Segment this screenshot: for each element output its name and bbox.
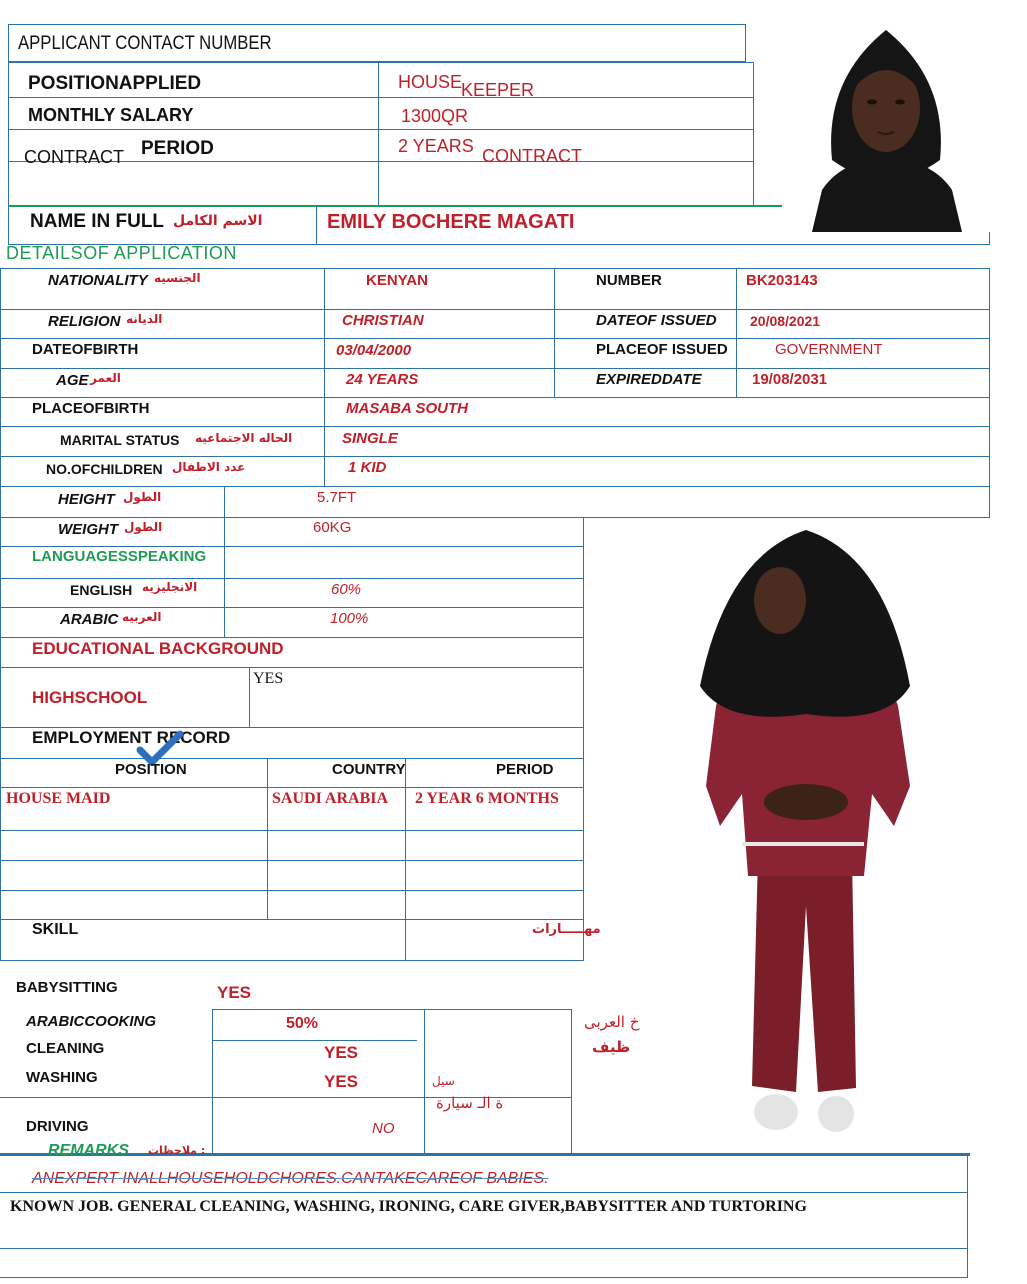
highschool-label: HIGHSCHOOL <box>32 688 148 707</box>
applicant-full-body-photo <box>696 526 916 1148</box>
place-issued-value: GOVERNMENT <box>775 341 883 358</box>
english-value: 60% <box>331 581 362 598</box>
place-of-birth-value: MASABA SOUTH <box>346 400 468 417</box>
marital-status-label-ar: الحاله الاجتماعيه <box>195 431 293 445</box>
age-value: 24 YEARS <box>346 371 419 388</box>
employment-row-position: HOUSE MAID <box>6 790 111 807</box>
languages-heading: LANGUAGESSPEAKING <box>32 548 207 565</box>
marital-status-label: MARITAL STATUS <box>60 432 180 448</box>
remarks-label-ar: ملاحظات : <box>148 1144 206 1157</box>
highschool-value: YES <box>253 670 284 687</box>
height-label: HEIGHT <box>58 491 115 508</box>
arabic-value: 100% <box>330 610 369 627</box>
washing-label: WASHING <box>26 1069 98 1086</box>
nationality-value: KENYAN <box>366 272 428 289</box>
nationality-label: NATIONALITY <box>48 272 148 289</box>
children-value: 1 KID <box>348 459 387 476</box>
age-label-ar: العمر <box>90 371 121 385</box>
contract-value-b: CONTRACT <box>482 146 582 166</box>
full-name-label-ar: الاسم الكامل <box>173 213 263 229</box>
passport-number-label: NUMBER <box>596 272 662 289</box>
nationality-label-ar: الجنسيه <box>154 271 201 285</box>
height-value: 5.7FT <box>317 489 357 506</box>
employment-col-position: POSITION <box>115 761 187 778</box>
expired-date-label: EXPIREDDATE <box>596 371 702 388</box>
skill-heading-ar: مهـــــارات <box>532 922 601 937</box>
arabic-cooking-label: ARABICCOOKING <box>26 1013 156 1030</box>
date-of-birth-value: 03/04/2000 <box>336 342 412 359</box>
english-label-ar: الانجليزيه <box>142 580 198 594</box>
arabic-cooking-value: 50% <box>286 1015 319 1032</box>
arabic-note-2: ظيف <box>592 1038 631 1056</box>
weight-value: 60KG <box>313 519 352 536</box>
religion-value: CHRISTIAN <box>342 312 424 329</box>
weight-label: WEIGHT <box>58 521 118 538</box>
cleaning-value: YES <box>324 1043 359 1062</box>
remarks-label: REMARKS <box>48 1142 129 1159</box>
employment-col-country: COUNTRY <box>332 761 406 778</box>
religion-label-ar: الديانه <box>126 312 163 326</box>
driving-label: DRIVING <box>26 1118 89 1135</box>
place-issued-label: PLACEOF ISSUED <box>596 341 728 358</box>
arabic-note-1: خ العربى <box>584 1013 640 1031</box>
education-heading: EDUCATIONAL BACKGROUND <box>32 639 284 658</box>
full-name-label: NAME IN FULL <box>30 211 165 232</box>
employment-col-period: PERIOD <box>496 761 554 778</box>
details-table <box>0 268 990 518</box>
date-issued-label: DATEOF ISSUED <box>596 312 717 329</box>
position-applied-value-a: HOUSE <box>398 72 463 92</box>
date-issued-value: 20/08/2021 <box>750 313 821 329</box>
children-label-ar: عدد الاطفال <box>172 460 246 474</box>
weight-label-ar: الطول <box>124 520 163 534</box>
english-label: ENGLISH <box>70 582 133 598</box>
marital-status-value: SINGLE <box>342 430 398 447</box>
expired-date-value: 19/08/2031 <box>752 371 828 388</box>
contract-label-a: CONTRACT <box>24 147 124 167</box>
employment-row-country: SAUDI ARABIA <box>272 790 389 807</box>
arabic-label-ar: العربيه <box>122 610 162 624</box>
driving-value: NO <box>372 1120 395 1137</box>
babysitting-label: BABYSITTING <box>16 979 118 996</box>
monthly-salary-value: 1300QR <box>401 106 469 126</box>
employment-heading: EMPLOYMENT RECORD <box>32 728 231 747</box>
monthly-salary-label: MONTHLY SALARY <box>28 105 194 125</box>
contract-label-b: PERIOD <box>141 138 214 159</box>
position-applied-label: POSITIONAPPLIED <box>28 73 202 94</box>
position-applied-value-b: KEEPER <box>461 80 535 100</box>
remarks-line-1: ANEXPERT INALLHOUSEHOLDCHORES.CANTAKECAREOF BABIES. <box>32 1170 549 1187</box>
applicant-portrait-photo <box>782 20 990 232</box>
children-label: NO.OFCHILDREN <box>46 461 163 477</box>
religion-label: RELIGION <box>48 313 121 330</box>
skill-heading: SKILL <box>32 921 79 938</box>
height-label-ar: الطول <box>123 490 162 504</box>
arabic-note-3: سيل <box>432 1074 455 1088</box>
date-of-birth-label: DATEOFBIRTH <box>32 341 139 358</box>
age-label: AGE <box>56 372 89 389</box>
details-of-application-heading: DETAILSOF APPLICATION <box>6 243 237 263</box>
cleaning-label: CLEANING <box>26 1040 105 1057</box>
babysitting-value: YES <box>217 983 252 1002</box>
contract-value-a: 2 YEARS <box>398 136 474 156</box>
full-name-value: EMILY BOCHERE MAGATI <box>327 211 575 233</box>
arabic-label: ARABIC <box>60 611 119 628</box>
employment-row-period: 2 YEAR 6 MONTHS <box>415 790 559 807</box>
passport-number-value: BK203143 <box>746 272 818 289</box>
washing-value: YES <box>324 1072 359 1091</box>
remarks-line-2: KNOWN JOB. GENERAL CLEANING, WASHING, IRONING, CARE GIVER,BABYSITTER AND TURTORING <box>10 1198 807 1215</box>
place-of-birth-label: PLACEOFBIRTH <box>32 400 150 417</box>
contact-number-label: APPLICANT CONTACT NUMBER <box>18 33 272 54</box>
arabic-note-4: ة الـ سيارة <box>436 1094 504 1112</box>
